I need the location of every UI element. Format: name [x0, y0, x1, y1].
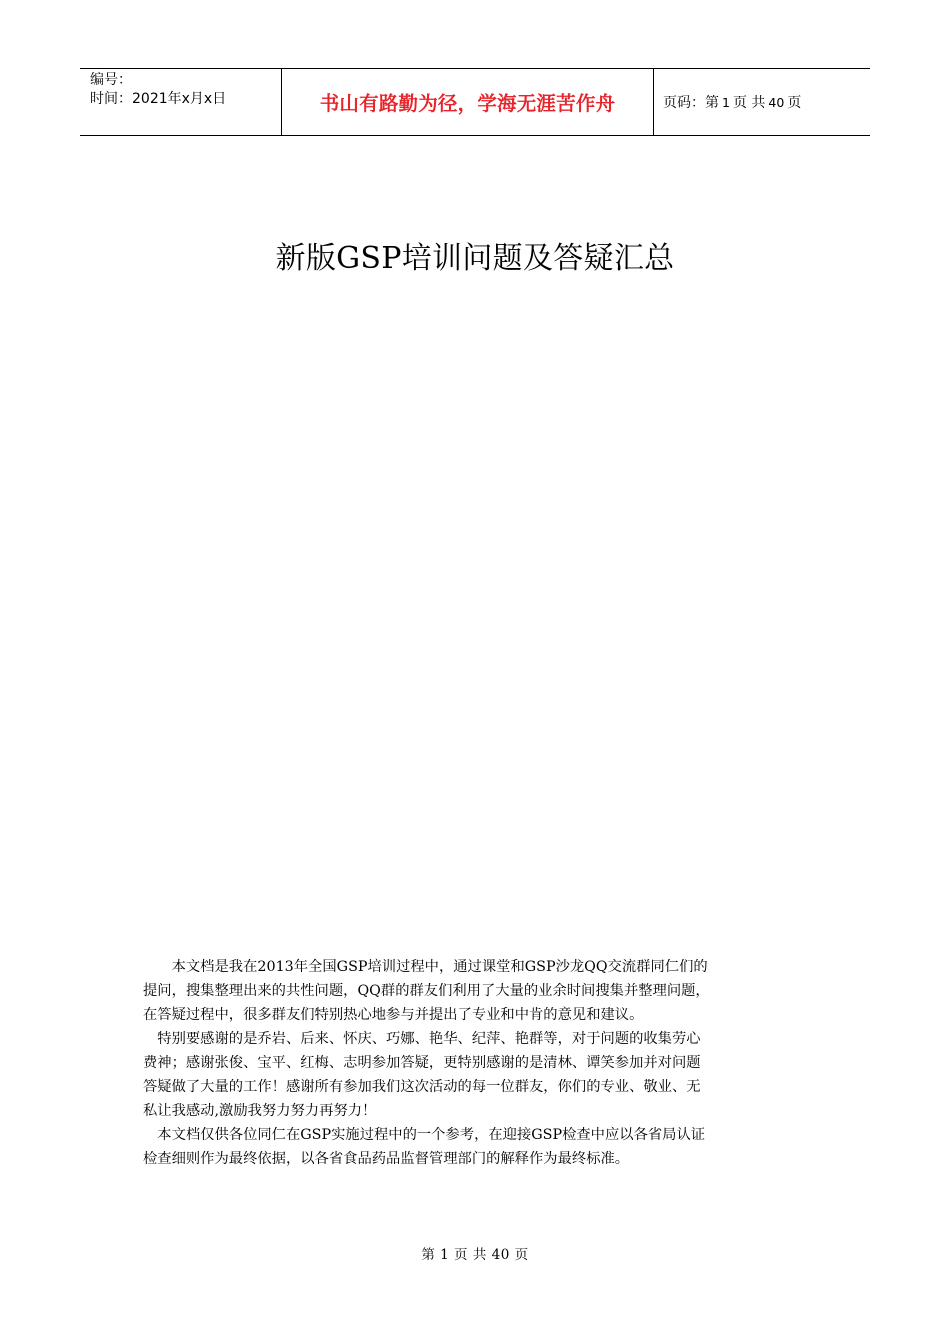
header-page-number — [654, 69, 870, 135]
header-motto: 书山有路勤为径，学海无涯苦作舟 — [281, 69, 654, 135]
intro-paragraph-1 — [143, 955, 807, 1027]
page-footer: 第 1 页 共 40 页 — [421, 1247, 529, 1263]
page-total: 40 — [768, 94, 785, 110]
text-line: 检查细则作为最终依据，以各省食品药品监督管理部门的解释作为最终标准。 — [143, 1151, 630, 1167]
header-meta — [80, 69, 281, 135]
intro-paragraph-3 — [143, 1123, 807, 1171]
date-label: 时间：2021年x月x日 — [90, 91, 227, 107]
text-line: 本文档仅供各位同仁在GSP实施过程中的一个参考，在迎接GSP检查中应以各省局认证 — [143, 1127, 706, 1143]
text-line: 在答疑过程中，很多群友们特别热心地参与并提出了专业和中肯的意见和建议。 — [143, 1007, 644, 1023]
text-line: 提问，搜集整理出来的共性问题，QQ群的群友们利用了大量的业余时间搜集并整理问题， — [143, 983, 710, 999]
intro-text — [143, 955, 807, 1171]
code-label: 编号： — [90, 72, 132, 88]
document-header — [80, 68, 870, 136]
page-mid: 页 共 — [732, 95, 766, 111]
page-current: 1 — [722, 94, 730, 110]
intro-paragraph-2 — [143, 1027, 807, 1123]
page-suffix: 页 — [787, 95, 802, 111]
document-title: 新版GSP培训问题及答疑汇总 — [275, 241, 675, 276]
text-line: 费神；感谢张俊、宝平、红梅、志明参加答疑，更特别感谢的是清林、谭笑参加并对问题 — [143, 1055, 701, 1071]
page-prefix: 页码：第 — [663, 95, 719, 111]
text-line: 答疑做了大量的工作！感谢所有参加我们这次活动的每一位群友，你们的专业、敬业、无 — [143, 1079, 701, 1095]
text-line: 本文档是我在2013年全国GSP培训过程中，通过课堂和GSP沙龙QQ交流群同仁们的 — [143, 959, 708, 975]
text-line: 特别要感谢的是乔岩、后来、怀庆、巧娜、艳华、纪萍、艳群等，对于问题的收集劳心 — [143, 1031, 701, 1047]
text-line: 私让我感动,激励我努力努力再努力！ — [143, 1103, 377, 1119]
